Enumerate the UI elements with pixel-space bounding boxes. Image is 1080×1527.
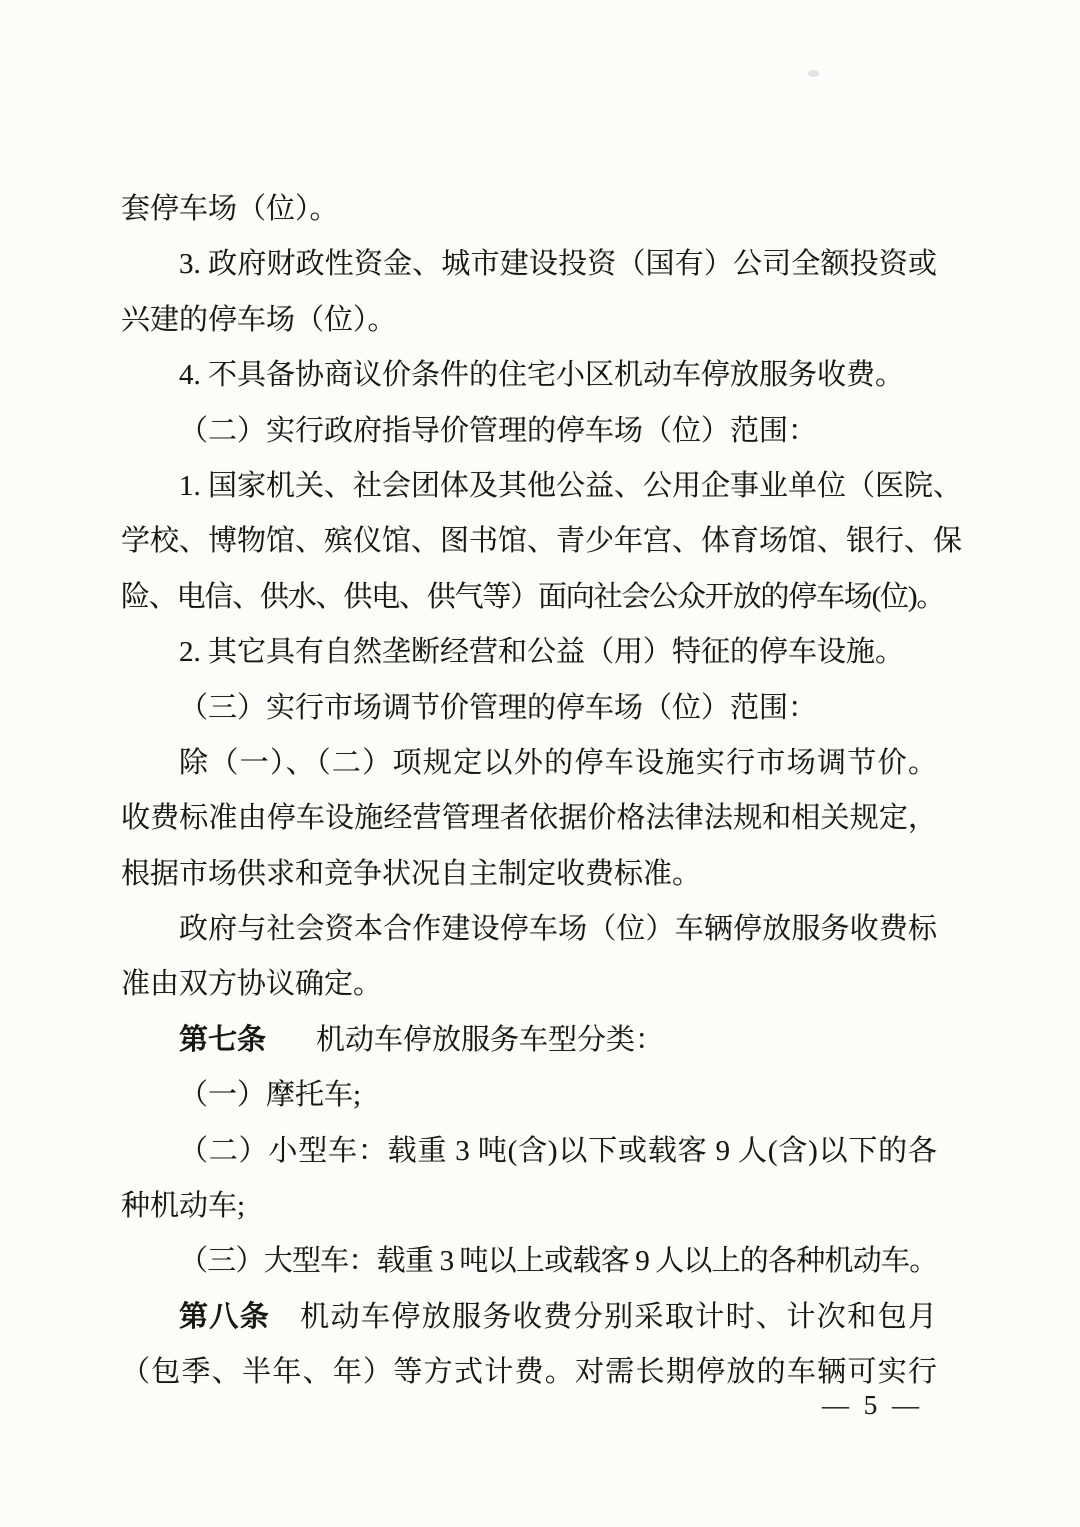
doc-line: （二）小型车：载重 3 吨(含)以下或载客 9 人(含)以下的各 <box>179 1134 937 1167</box>
doc-line: （包季、半年、年）等方式计费。对需长期停放的车辆可实行 <box>121 1356 937 1389</box>
doc-line: 3. 政府财政性资金、城市建设投资（国有）公司全额投资或 <box>179 248 937 281</box>
page-body <box>121 182 963 1401</box>
doc-line: 4. 不具备协商议价条件的住宅小区机动车停放服务收费。 <box>179 359 905 392</box>
doc-line: 政府与社会资本合作建设停车场（位）车辆停放服务收费标 <box>179 913 937 946</box>
article-8-text: 机动车停放服务收费分别采取计时、计次和包月 <box>300 1300 937 1333</box>
doc-line: 套停车场（位）。 <box>121 193 339 225</box>
page-number: — 5 — <box>822 1390 923 1420</box>
doc-line: （三）大型车：载重 3 吨以上或载客 9 人以上的各种机动车。 <box>179 1245 937 1278</box>
article-8-heading: 第八条 <box>179 1300 271 1333</box>
doc-line: （一）摩托车; <box>179 1079 362 1112</box>
doc-line: （三）实行市场调节价管理的停车场（位）范围： <box>179 691 818 724</box>
doc-line: 学校、博物馆、殡仪馆、图书馆、青少年宫、体育场馆、银行、保 <box>121 525 963 558</box>
article-7-heading: 第七条 <box>179 1023 267 1056</box>
scan-speck <box>808 70 819 77</box>
doc-line: 险、电信、供水、供电、供气等）面向社会公众开放的停车场(位)。 <box>121 580 945 613</box>
doc-line: 2. 其它具有自然垄断经营和公益（用）特征的停车设施。 <box>179 636 905 669</box>
doc-line-article-7 <box>121 1013 937 1068</box>
doc-line: 除（一）、（二）项规定以外的停车设施实行市场调节价。 <box>179 746 937 779</box>
doc-line: 收费标准由停车设施经营管理者依据价格法律法规和相关规定， <box>121 802 937 835</box>
doc-line: 1. 国家机关、社会团体及其他公益、公用企事业单位（医院、 <box>179 469 963 502</box>
article-7-text: 机动车停放服务车型分类： <box>316 1023 665 1056</box>
doc-line: （二）实行政府指导价管理的停车场（位）范围： <box>179 414 818 447</box>
doc-line: 根据市场供求和竞争状况自主制定收费标准。 <box>121 857 702 890</box>
doc-line-article-8 <box>121 1290 937 1345</box>
doc-line: 准由双方协议确定。 <box>121 968 383 1001</box>
doc-line: 种机动车; <box>121 1190 246 1223</box>
doc-line: 兴建的停车场（位）。 <box>121 303 397 336</box>
